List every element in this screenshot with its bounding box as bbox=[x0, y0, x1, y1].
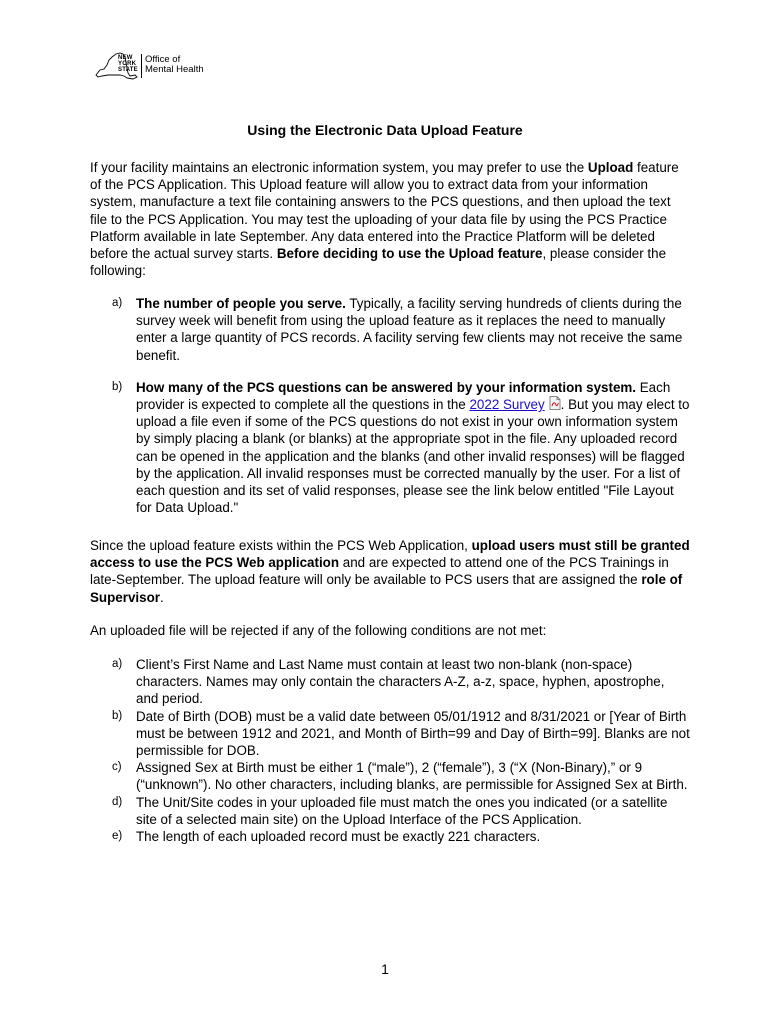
list-marker: a) bbox=[112, 658, 123, 670]
list-item: e) The length of each uploaded record must be exactly 221 characters. bbox=[112, 829, 541, 845]
list-marker: e) bbox=[112, 830, 123, 843]
list-marker: b) bbox=[112, 380, 123, 393]
list-item: b) How many of the PCS questions can be answered by your information system. Each provider is expected to complete all the questions in the 2022 Survey . But you may elect to upload a file even if some of the PCS questions do not exist in your own information system by simply placing a blank (or blanks) at the appropriate spot in the file. Any uploaded record can be opened in the application and the blanks (and other invalid responses) will be flagged by the application. All invalid responses must be corrected manually by the user. For a list of each question and its set of valid responses, please see the link below entitled "File Layout for Data Upload." bbox=[112, 379, 690, 516]
omh-logo bbox=[90, 48, 220, 88]
rejection-intro: An uploaded file will be rejected if any of the following conditions are not met: bbox=[90, 623, 547, 638]
considerations-list bbox=[90, 295, 690, 531]
list-item: b) Date of Birth (DOB) must be a valid date between 05/01/1912 and 8/31/2021 or [Year of Birth must be between 1912 and 2021, and Month of Birth=99 and Day of Birth=99]. Blanks are not permissible for DOB. bbox=[112, 708, 690, 759]
list-marker: d) bbox=[112, 795, 123, 808]
list-item: c) Assigned Sex at Birth must be either 1 (“male”), 2 (“female”), 3 (“X (Non-Binary),” or 9 (“unknown”). No other characters, including blanks, are permissible for Assigned Sex at Birth. bbox=[112, 760, 688, 793]
access-paragraph: Since the upload feature exists within the PCS Web Application, upload users must still be granted access to use the PCS Web application and are expected to attend one of the PCS Trainings in late-September. The upload feature will only be available to PCS users that are assigned the role of Supervisor. bbox=[90, 538, 690, 605]
list-marker: b) bbox=[112, 709, 123, 722]
logo-office-text: Office of Mental Health bbox=[145, 54, 204, 75]
logo-state-text: NEW YORK STATE bbox=[118, 55, 138, 73]
intro-paragraph: If your facility maintains an electronic information system, you may prefer to use the Upload feature of the PCS Application. This Upload feature will allow you to extract data from your information system, manufacture a text file containing answers to the PCS questions, and then upload the text file to the PCS Application. You may test the uploading of your data file by using the PCS Practice Platform available in late September. Any data entered into the Practice Platform will be deleted before the actual survey starts. Before deciding to use the Upload feature, please consider the following: bbox=[90, 160, 679, 279]
list-marker: c) bbox=[112, 761, 122, 774]
list-item: a) The number of people you serve. Typically, a facility serving hundreds of clients during the survey week will benefit from using the upload feature as it replaces the need to manually enter a large quantity of PCS records. A facility serving few clients may not receive the same benefit. bbox=[112, 296, 683, 363]
survey-link[interactable]: 2022 Survey bbox=[469, 397, 545, 413]
list-marker: a) bbox=[112, 297, 123, 309]
pdf-file-icon[interactable] bbox=[549, 396, 561, 410]
page-number: 1 bbox=[381, 961, 389, 977]
list-item: d) The Unit/Site codes in your uploaded file must match the ones you indicated (or a satellite site of a selected main site) on the Upload Interface of the PCS Application. bbox=[112, 794, 668, 827]
logo-divider bbox=[141, 54, 142, 78]
conditions-list bbox=[90, 656, 690, 845]
list-item: a) Client’s First Name and Last Name must contain at least two non-blank (non-space) characters. Names may only contain the characters A-Z, a-z, space, hyphen, apostrophe, and period. bbox=[112, 657, 665, 707]
document-title: Using the Electronic Data Upload Feature bbox=[247, 122, 523, 138]
